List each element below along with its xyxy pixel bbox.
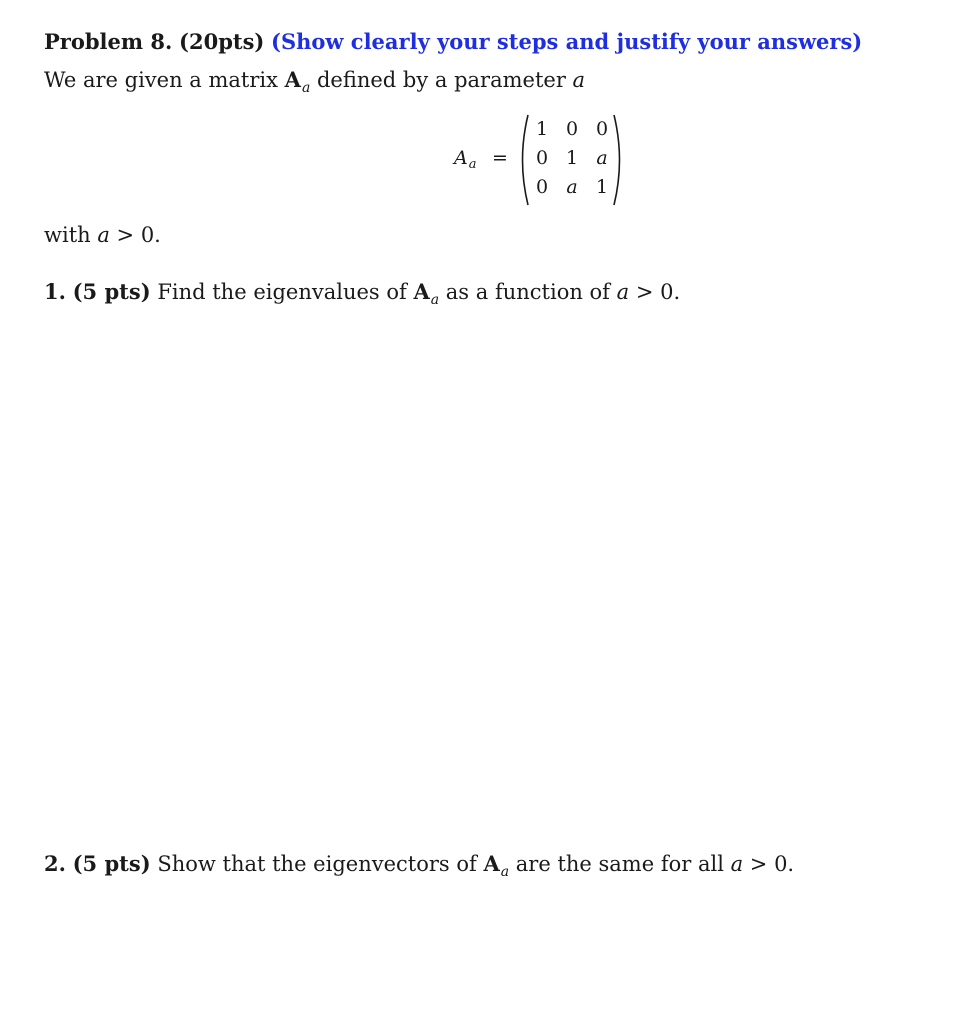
- question-1-points: (5 pts): [72, 279, 151, 304]
- condition-var: a: [97, 223, 110, 247]
- question-1-text-before: Find the eigenvalues of: [150, 280, 414, 304]
- matrix-cell-2-1: 0: [535, 147, 549, 169]
- question-2-points: (5 pts): [72, 851, 151, 876]
- condition-text: [44, 225, 161, 246]
- question-2-text-middle: are the same for all: [509, 852, 731, 876]
- intro-param: a: [572, 68, 586, 92]
- question-2-text-before: Show that the eigenvectors of: [150, 852, 484, 876]
- intro-text: [44, 67, 586, 96]
- problem-label: Problem 8.: [44, 29, 173, 54]
- matrix-equals: =: [492, 147, 508, 169]
- matrix-cell-3-2: a: [566, 176, 578, 198]
- question-1-rest: > 0.: [629, 280, 681, 304]
- question-1-var: a: [616, 280, 630, 304]
- problem-instruction: (Show clearly your steps and justify your answers): [271, 29, 863, 54]
- right-parenthesis: [612, 114, 626, 206]
- condition-rest: > 0.: [109, 223, 161, 247]
- question-1-matrix-symbol: A: [413, 279, 430, 304]
- question-2-matrix-symbol: A: [483, 851, 500, 876]
- matrix-cell-1-1: 1: [535, 118, 549, 140]
- problem-header: [44, 31, 862, 53]
- matrix-symbol: A: [284, 67, 301, 92]
- condition-text-before: with: [44, 223, 98, 247]
- matrix-cell-2-3: a: [596, 147, 608, 169]
- problem-points: (20pts): [179, 29, 265, 54]
- matrix-lhs: [454, 147, 477, 172]
- question-1-number: 1.: [44, 279, 66, 304]
- matrix-lhs-symbol: A: [454, 147, 468, 169]
- intro-text-after: defined by a parameter: [310, 68, 573, 92]
- question-1-matrix-subscript: a: [430, 292, 440, 308]
- question-2-var: a: [730, 852, 744, 876]
- matrix-cell-3-3: 1: [595, 176, 609, 198]
- matrix-subscript: a: [301, 80, 311, 96]
- question-2-number: 2.: [44, 851, 66, 876]
- question-2-matrix-subscript: a: [500, 864, 510, 880]
- left-parenthesis: [516, 114, 530, 206]
- question-1-text-middle: as a function of: [439, 280, 617, 304]
- matrix-display: [452, 114, 642, 206]
- question-1: [44, 279, 681, 308]
- matrix-lhs-subscript: a: [468, 157, 477, 172]
- matrix-cell-1-3: 0: [595, 118, 609, 140]
- matrix-cell-1-2: 0: [565, 118, 579, 140]
- matrix-grid: [530, 118, 614, 202]
- matrix-cell-3-1: 0: [535, 176, 549, 198]
- matrix-cell-2-2: 1: [565, 147, 579, 169]
- question-2-rest: > 0.: [743, 852, 795, 876]
- question-2: [44, 851, 795, 880]
- intro-text-before: We are given a matrix: [44, 68, 285, 92]
